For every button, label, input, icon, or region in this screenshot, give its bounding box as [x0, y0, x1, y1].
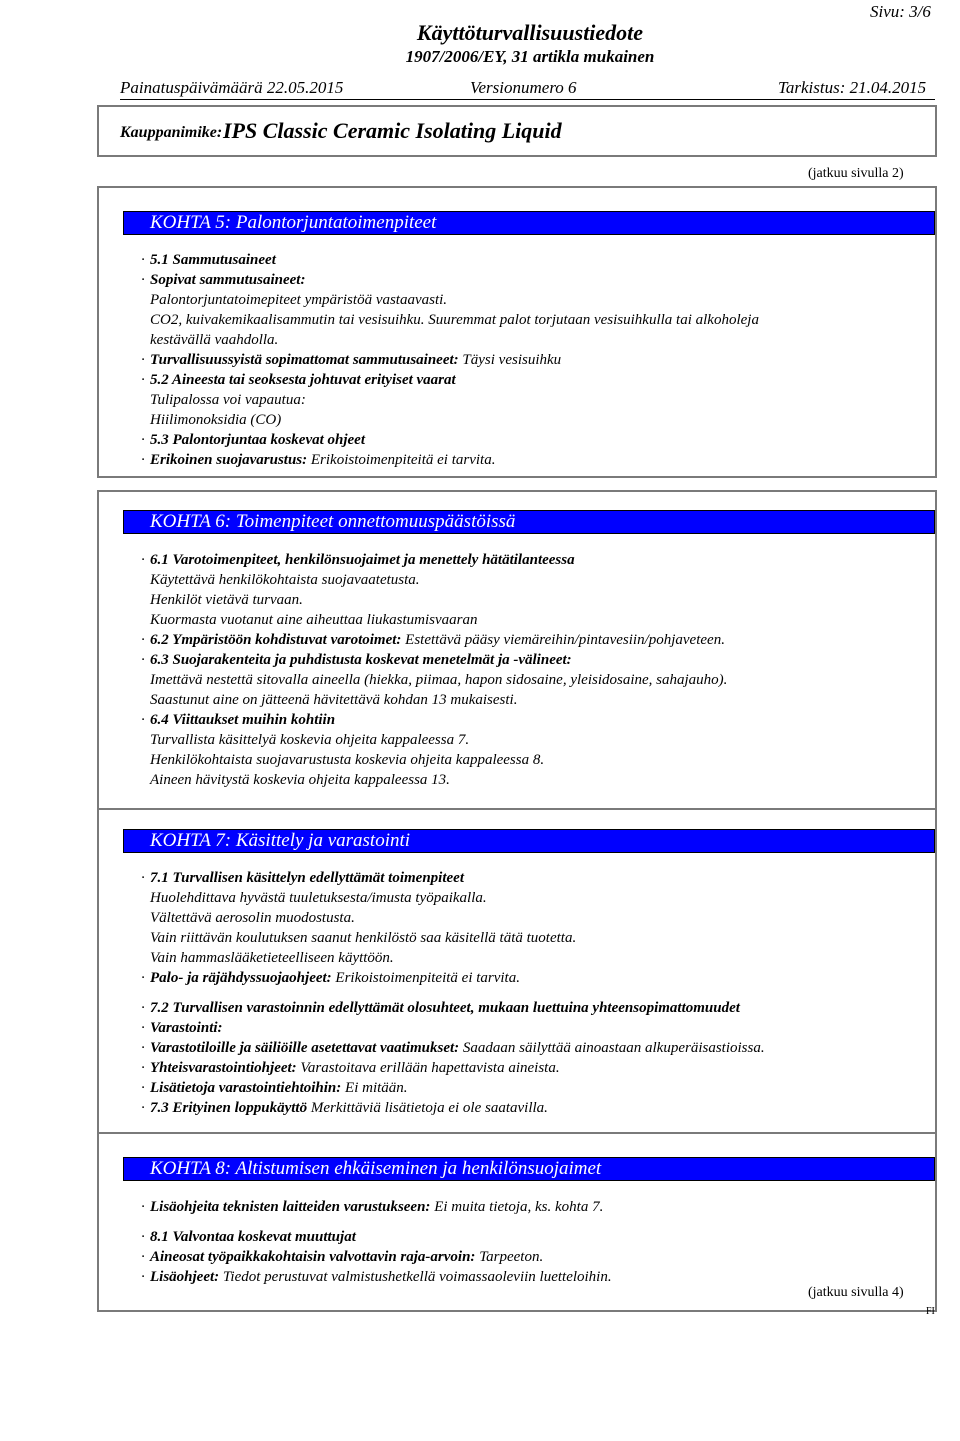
header-rule — [120, 99, 935, 100]
s7-line: Vain hammaslääketieteelliseen käyttöön. — [150, 950, 394, 966]
s5-line: Turvallisuussyistä sopimattomat sammutusaineet: Täysi vesisuihku — [150, 352, 562, 368]
s6-line: Henkilöt vietävä turvaan. — [150, 592, 303, 608]
s5-line: Sopivat sammutusaineet: — [150, 272, 306, 288]
s8-line: Aineosat työpaikkakohtaisin valvottavin raja-arvoin: Tarpeeton. — [150, 1249, 544, 1265]
s5-line: Hiilimonoksidia (CO) — [150, 412, 282, 428]
s7-line: Vältettävä aerosolin muodostusta. — [150, 910, 355, 926]
s5-line: Palontorjuntatoimepiteet ympäristöä vastaavasti. — [150, 292, 448, 308]
s5-line: 5.1 Sammutusaineet — [150, 252, 276, 268]
s6-line: Kuormasta vuotanut aine aiheuttaa liukastumisvaaran — [150, 612, 478, 628]
section-6-title: KOHTA 6: Toimenpiteet onnettomuuspäästöissä — [150, 511, 516, 532]
s6-line: Turvallista käsittelyä koskevia ohjeita kappaleessa 7. — [150, 732, 470, 748]
product-label: Kauppanimike: — [120, 124, 223, 141]
s6-line: Käytettävä henkilökohtaista suojavaatetusta. — [150, 572, 420, 588]
s5-line: 5.2 Aineesta tai seoksesta johtuvat erityiset vaarat — [150, 372, 456, 388]
s6-line: 6.4 Viittaukset muihin kohtiin — [150, 712, 336, 728]
section-6-header — [123, 510, 935, 534]
section-5-title: KOHTA 5: Palontorjuntatoimenpiteet — [150, 212, 437, 233]
s7-line: Huolehdittava hyvästä tuuletuksesta/imusta työpaikalla. — [150, 890, 487, 906]
s7-line: 7.3 Erityinen loppukäyttö Merkittäviä lisätietoja ei ole saatavilla. — [150, 1100, 548, 1116]
s7-line: Varastotiloille ja säiliöille asetettavat vaatimukset: Saadaan säilyttää ainoastaan alkuperäisastioissa. — [150, 1040, 765, 1056]
s5-line: CO2, kuivakemikaalisammutin tai vesisuihku. Suuremmat palot torjutaan vesisuihkulla tai alkoholeja — [150, 312, 759, 328]
product-name: IPS Classic Ceramic Isolating Liquid — [223, 118, 562, 143]
document-title: Käyttöturvallisuustiedote — [416, 20, 644, 45]
document-subtitle: 1907/2006/EY, 31 artikla mukainen — [405, 47, 655, 66]
s7-line: 7.2 Turvallisen varastoinnin edellyttämät olosuhteet, mukaan luettuina yhteensopimattomuudet — [150, 1000, 740, 1016]
s5-line: 5.3 Palontorjuntaa koskevat ohjeet — [150, 432, 366, 448]
s6-line: 6.1 Varotoimenpiteet, henkilönsuojaimet ja menettely hätätilanteessa — [150, 552, 575, 568]
version-number: Versionumero 6 — [470, 78, 577, 97]
s7-line: 7.1 Turvallisen käsittelyn edellyttämät toimenpiteet — [150, 870, 464, 886]
revision-date: Tarkistus: 21.04.2015 — [778, 78, 927, 97]
section-8-header — [123, 1157, 935, 1181]
s6-line: Saastunut aine on jätteenä hävitettävä kohdan 13 mukaisesti. — [150, 692, 518, 708]
s6-line: Aineen hävitystä koskevia ohjeita kappaleessa 13. — [150, 772, 450, 788]
s7-line: Lisätietoja varastointiehtoihin: Ei mitään. — [150, 1080, 408, 1096]
section-8-title: KOHTA 8: Altistumisen ehkäiseminen ja henkilönsuojaimet — [150, 1158, 602, 1179]
continued-to: (jatkuu sivulla 4) — [808, 1285, 904, 1300]
s7-line: Palo- ja räjähdyssuojaohjeet: Erikoistoimenpiteitä ei tarvita. — [150, 970, 520, 986]
s6-line: 6.2 Ympäristöön kohdistuvat varotoimet: Estettävä pääsy viemäreihin/pintavesiin/pohjaveteen. — [150, 632, 725, 648]
section-5-header — [123, 211, 935, 235]
s7-line: Yhteisvarastointiohjeet: Varastoitava erillään hapettavista aineista. — [150, 1060, 560, 1076]
page-number: Sivu: 3/6 — [870, 2, 931, 21]
s5-line: kestävällä vaahdolla. — [150, 332, 279, 348]
s7-line: Varastointi: — [150, 1020, 223, 1036]
s6-line: Henkilökohtaista suojavarustusta koskevia ohjeita kappaleessa 8. — [150, 752, 545, 768]
s6-line: Imettävä nestettä sitovalla aineella (hiekka, piimaa, hapon sidosaine, yleisidosaine, sahajauho). — [150, 672, 728, 688]
s8-line: Lisäohjeita teknisten laitteiden varustukseen: Ei muita tietoja, ks. kohta 7. — [150, 1199, 604, 1215]
s5-line: Tulipalossa voi vapautua: — [150, 392, 306, 408]
language-code: FI — [926, 1306, 935, 1317]
s7-line: Vain riittävän koulutuksen saanut henkilöstö saa käsitellä tätä tuotetta. — [150, 930, 577, 946]
s6-line: 6.3 Suojarakenteita ja puhdistusta koskevat menetelmät ja -välineet: — [150, 652, 572, 668]
s8-line: Lisäohjeet: Tiedot perustuvat valmistushetkellä voimassaoleviin luetteloihin. — [150, 1269, 612, 1285]
section-7-header — [123, 829, 935, 853]
continued-from: (jatkuu sivulla 2) — [808, 166, 904, 181]
s5-line: Erikoinen suojavarustus: Erikoistoimenpiteitä ei tarvita. — [150, 452, 496, 468]
section-7-title: KOHTA 7: Käsittely ja varastointi — [150, 830, 411, 851]
s8-line: 8.1 Valvontaa koskevat muuttujat — [150, 1229, 356, 1245]
print-date: Painatuspäivämäärä 22.05.2015 — [120, 78, 344, 97]
